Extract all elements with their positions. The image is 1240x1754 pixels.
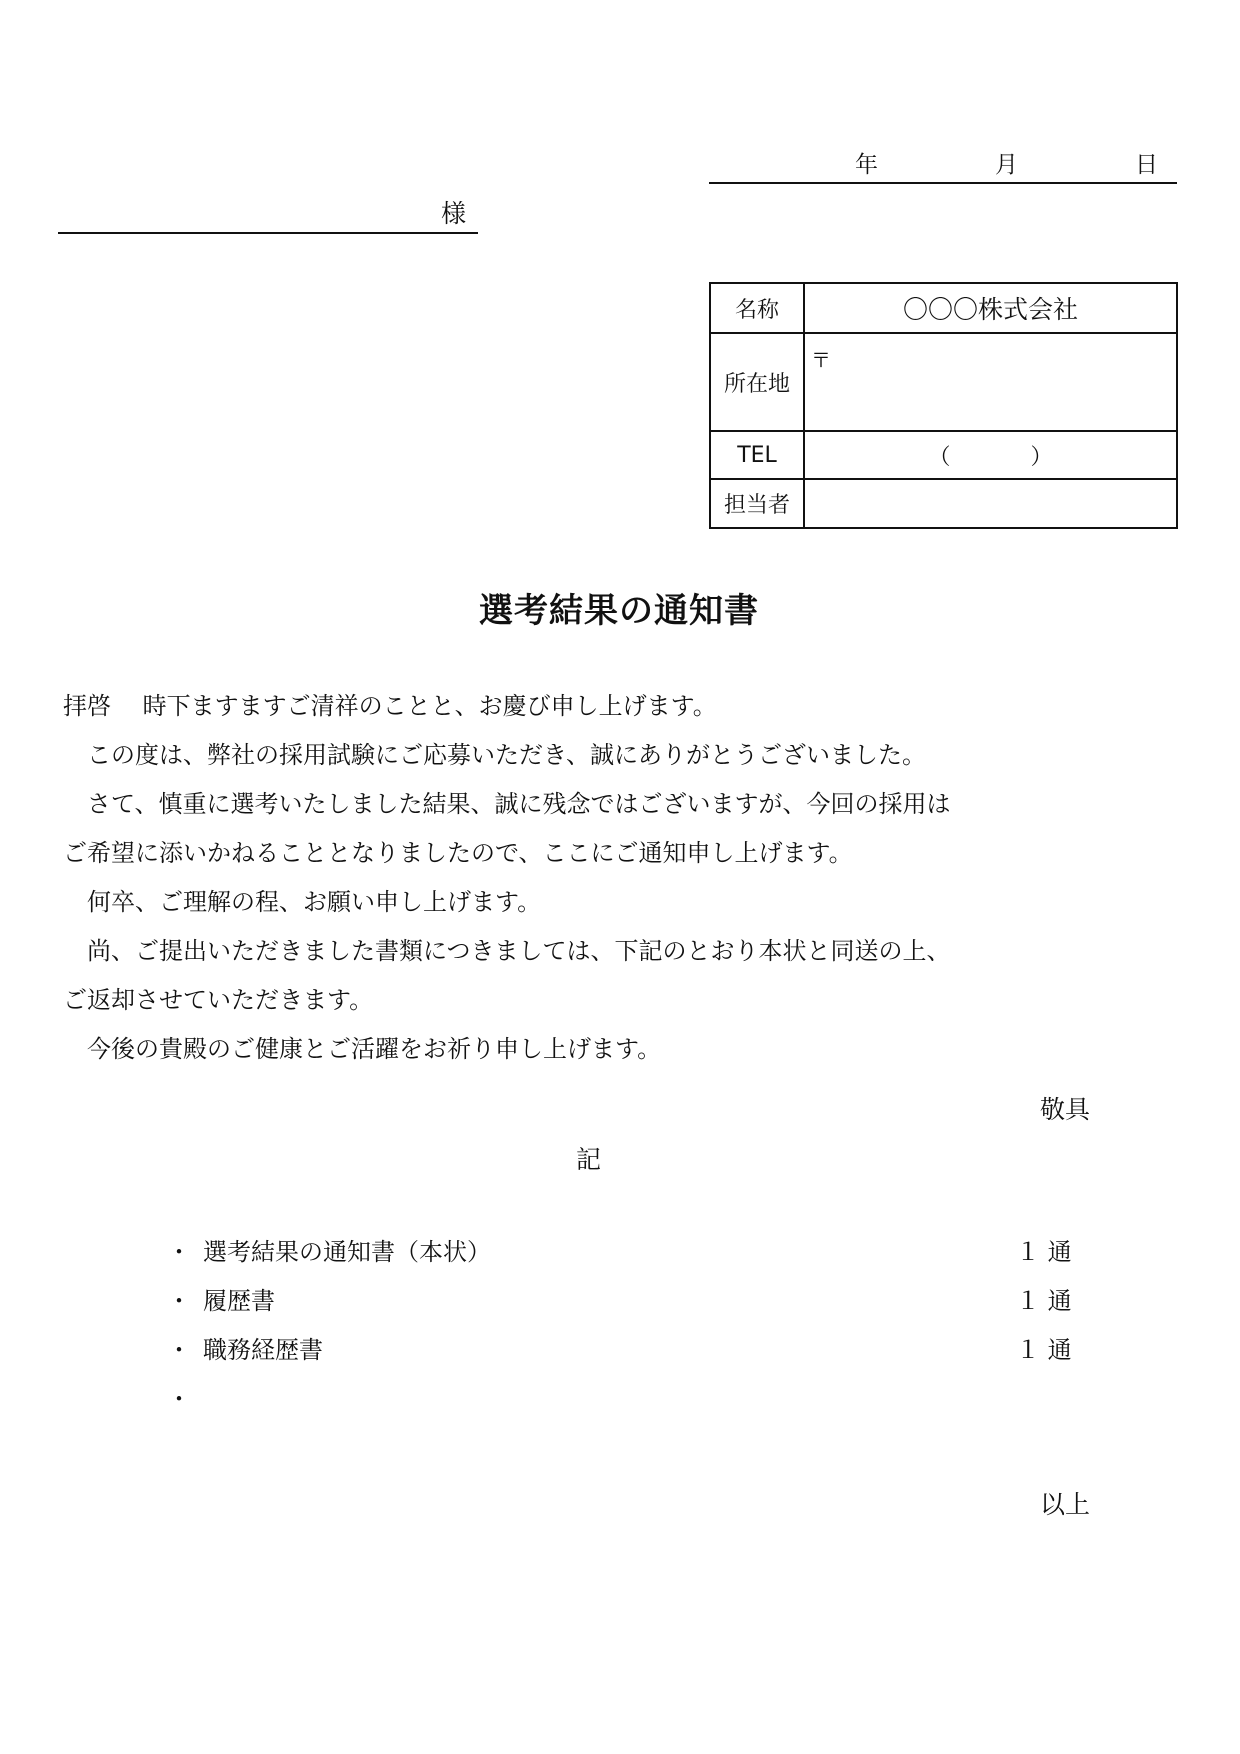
sender-info-table — [709, 282, 1178, 529]
sender-address-row — [710, 333, 1177, 431]
document-title-text: 選考結果の通知書 — [479, 591, 759, 631]
enclosure-item-count-2: １ 通 — [1016, 1287, 1072, 1315]
enclosure-bullet-2: ・ — [167, 1287, 191, 1315]
sender-person-value — [804, 479, 1177, 528]
date-month-label: 月 — [995, 152, 1018, 178]
sender-company-name: 〇〇〇株式会社 — [804, 283, 1177, 333]
sender-person-label: 担当者 — [710, 479, 804, 528]
enclosure-heading: 記 — [576, 1145, 602, 1174]
enclosure-item-label-1: 選考結果の通知書（本状） — [203, 1238, 491, 1266]
enclosure-item-label-3: 職務経歴書 — [203, 1336, 323, 1364]
closing-keigu: 敬具 — [1040, 1095, 1091, 1124]
sender-name-label: 名称 — [710, 283, 804, 333]
enclosure-item-label-2: 履歴書 — [203, 1287, 275, 1315]
sender-person-row — [710, 479, 1177, 528]
enclosure-bullet-4: ・ — [167, 1385, 191, 1413]
sender-tel-label: TEL — [710, 431, 804, 479]
enclosure-bullet-1: ・ — [167, 1238, 191, 1266]
sender-address-label: 所在地 — [710, 333, 804, 431]
body-line-1: 拝啓 時下ますますご清祥のことと、お慶び申し上げます。 — [63, 692, 717, 720]
recipient-line — [58, 190, 478, 234]
recipient-suffix: 様 — [440, 199, 466, 228]
tel-open-paren: （ — [928, 444, 951, 470]
postal-mark: 〒 — [811, 348, 831, 372]
sender-tel-row — [710, 431, 1177, 479]
enclosure-bullet-3: ・ — [167, 1336, 191, 1364]
enclosure-item-count-3: １ 通 — [1016, 1336, 1072, 1364]
date-day-label: 日 — [1135, 152, 1158, 178]
sender-tel-value — [804, 431, 1177, 479]
body-line-8: 今後の貴殿のご健康とご活躍をお祈り申し上げます。 — [63, 1035, 662, 1063]
enclosure-end-ijou: 以上 — [1040, 1490, 1091, 1519]
body-line-4: ご希望に添いかねることとなりましたので、ここにご通知申し上げます。 — [63, 839, 853, 867]
date-line — [709, 140, 1177, 184]
date-year-label: 年 — [855, 152, 878, 178]
body-line-2: この度は、弊社の採用試験にご応募いただき、誠にありがとうございました。 — [63, 741, 927, 769]
body-line-3: さて、慎重に選考いたしました結果、誠に残念ではございますが、今回の採用は — [63, 790, 951, 818]
body-line-7: ご返却させていただきます。 — [63, 986, 374, 1014]
enclosure-item-count-1: １ 通 — [1016, 1238, 1072, 1266]
body-line-6: 尚、ご提出いただきました書類につきましては、下記のとおり本状と同送の上、 — [63, 937, 951, 965]
sender-name-row — [710, 283, 1177, 333]
document-title — [0, 583, 1240, 632]
sender-address-value — [804, 333, 1177, 431]
body-line-5: 何卒、ご理解の程、お願い申し上げます。 — [63, 888, 542, 916]
tel-close-paren: ） — [1030, 444, 1053, 470]
